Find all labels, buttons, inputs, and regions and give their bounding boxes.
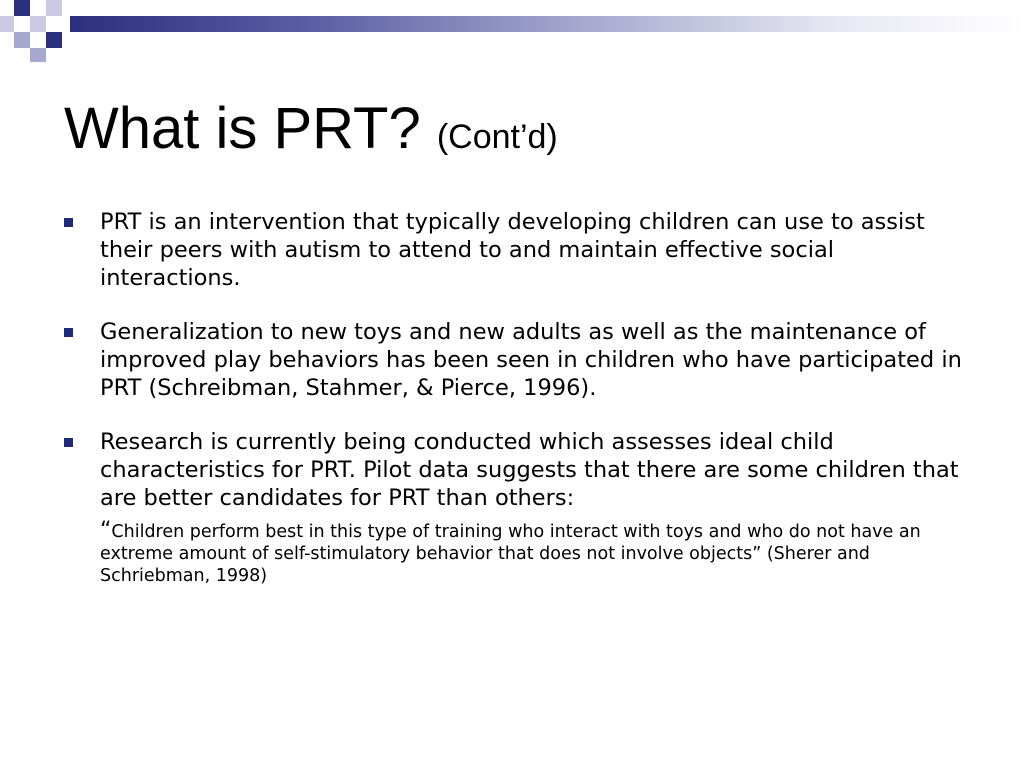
square-bullet-icon: [64, 328, 73, 337]
title-subtitle: (Cont’d): [436, 118, 558, 156]
quote-block: [100, 520, 974, 587]
header-gradient-band: [70, 16, 1024, 32]
decor-square: [30, 48, 46, 62]
bullet-text: PRT is an intervention that typically developing children can use to assist their peers with autism to attend to and maintain effective social interactions.: [100, 209, 925, 291]
quote-text: Children perform best in this type of training who interact with toys and who do not have an extreme amount of self-stimulatory behavior that does not involve objects” (Sherer and Schriebman, 1998): [100, 522, 921, 586]
slide-title: [64, 94, 558, 172]
quote-open-mark: “: [100, 518, 112, 543]
decor-square: [14, 32, 30, 48]
decor-square: [0, 16, 14, 32]
bullet-item: [64, 428, 974, 587]
decor-square: [46, 0, 62, 16]
bullet-item: [64, 318, 974, 402]
bullet-text: Generalization to new toys and new adults as well as the maintenance of improved play behaviors has been seen in children who have participated in PRT (Schreibman, Stahmer, & Pierce, 1996).: [100, 319, 962, 401]
title-main: What is PRT?: [64, 96, 421, 161]
bullet-list: [64, 208, 974, 613]
square-bullet-icon: [64, 218, 73, 227]
square-bullet-icon: [64, 438, 73, 447]
decor-square: [46, 32, 62, 48]
bullet-text: Research is currently being conducted which assesses ideal child characteristics for PRT. Pilot data suggests that there are some children that are better candidates for PRT than others:: [100, 429, 959, 511]
decor-square: [14, 0, 30, 16]
bullet-item: [64, 208, 974, 292]
decor-square: [30, 16, 46, 32]
